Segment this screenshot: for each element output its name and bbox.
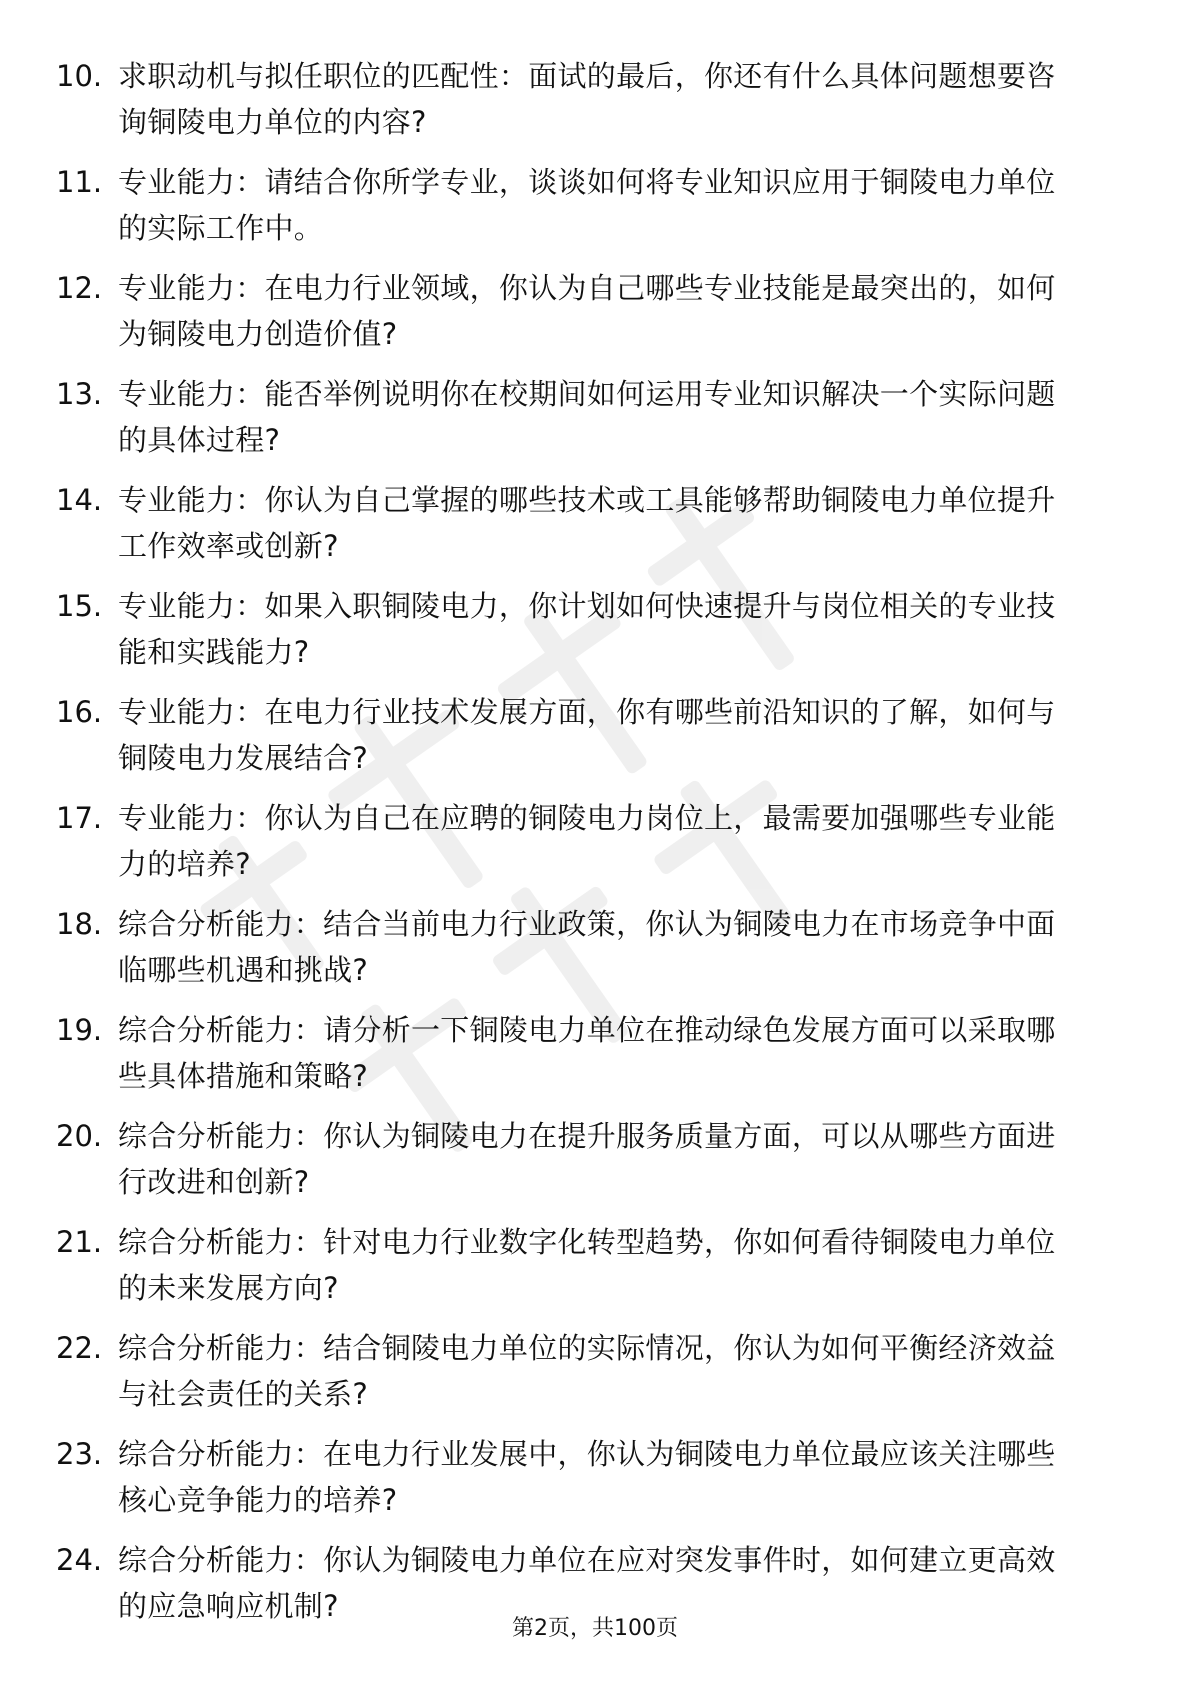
list-item [0, 477, 1190, 583]
item-text: 专业能力：在电力行业领域，你认为自己哪些专业技能是最突出的，如何为铜陵电力创造价值? [118, 271, 1056, 351]
list-item [0, 1325, 1190, 1431]
item-text: 综合分析能力：针对电力行业数字化转型趋势，你如何看待铜陵电力单位的未来发展方向? [118, 1225, 1056, 1305]
list-item [0, 371, 1190, 477]
item-text: 综合分析能力：请分析一下铜陵电力单位在推动绿色发展方面可以采取哪些具体措施和策略? [118, 1013, 1056, 1093]
item-text: 专业能力：请结合你所学专业，谈谈如何将专业知识应用于铜陵电力单位的实际工作中。 [118, 165, 1056, 245]
item-text: 综合分析能力：结合当前电力行业政策，你认为铜陵电力在市场竞争中面临哪些机遇和挑战? [118, 907, 1056, 987]
list-item [0, 583, 1190, 689]
item-number: 23. [56, 1437, 103, 1471]
list-item [0, 159, 1190, 265]
item-text: 专业能力：在电力行业技术发展方面，你有哪些前沿知识的了解，如何与铜陵电力发展结合? [118, 695, 1056, 775]
item-text: 求职动机与拟任职位的匹配性：面试的最后，你还有什么具体问题想要咨询铜陵电力单位的内容? [118, 59, 1056, 139]
list-item [0, 795, 1190, 901]
item-number: 22. [56, 1331, 103, 1365]
item-number: 14. [56, 483, 103, 517]
item-number: 20. [56, 1119, 103, 1153]
item-number: 17. [56, 801, 103, 835]
list-item [0, 1113, 1190, 1219]
list-item [0, 689, 1190, 795]
item-text: 专业能力：如果入职铜陵电力，你计划如何快速提升与岗位相关的专业技能和实践能力? [118, 589, 1056, 669]
item-number: 24. [56, 1543, 103, 1577]
item-number: 10. [56, 59, 103, 93]
list-item [0, 1007, 1190, 1113]
item-number: 21. [56, 1225, 103, 1259]
list-item [0, 53, 1190, 159]
item-text: 专业能力：你认为自己掌握的哪些技术或工具能够帮助铜陵电力单位提升工作效率或创新? [118, 483, 1056, 563]
item-text: 综合分析能力：在电力行业发展中，你认为铜陵电力单位最应该关注哪些核心竞争能力的培养? [118, 1437, 1056, 1517]
page-footer: 第2页，共100页 [512, 1616, 678, 1641]
item-text: 综合分析能力：你认为铜陵电力在提升服务质量方面，可以从哪些方面进行改进和创新? [118, 1119, 1056, 1199]
list-item [0, 1431, 1190, 1537]
item-number: 15. [56, 589, 103, 623]
list-item [0, 265, 1190, 371]
list-item [0, 901, 1190, 1007]
item-text: 综合分析能力：结合铜陵电力单位的实际情况，你认为如何平衡经济效益与社会责任的关系? [118, 1331, 1056, 1411]
item-text: 综合分析能力：你认为铜陵电力单位在应对突发事件时，如何建立更高效的应急响应机制? [118, 1543, 1056, 1623]
item-number: 11. [56, 165, 103, 199]
item-number: 16. [56, 695, 103, 729]
item-number: 18. [56, 907, 103, 941]
item-text: 专业能力：你认为自己在应聘的铜陵电力岗位上，最需要加强哪些专业能力的培养? [118, 801, 1056, 881]
item-text: 专业能力：能否举例说明你在校期间如何运用专业知识解决一个实际问题的具体过程? [118, 377, 1056, 457]
list-item [0, 1219, 1190, 1325]
item-number: 12. [56, 271, 103, 305]
item-number: 19. [56, 1013, 103, 1047]
item-number: 13. [56, 377, 103, 411]
question-list [0, 53, 1190, 1643]
